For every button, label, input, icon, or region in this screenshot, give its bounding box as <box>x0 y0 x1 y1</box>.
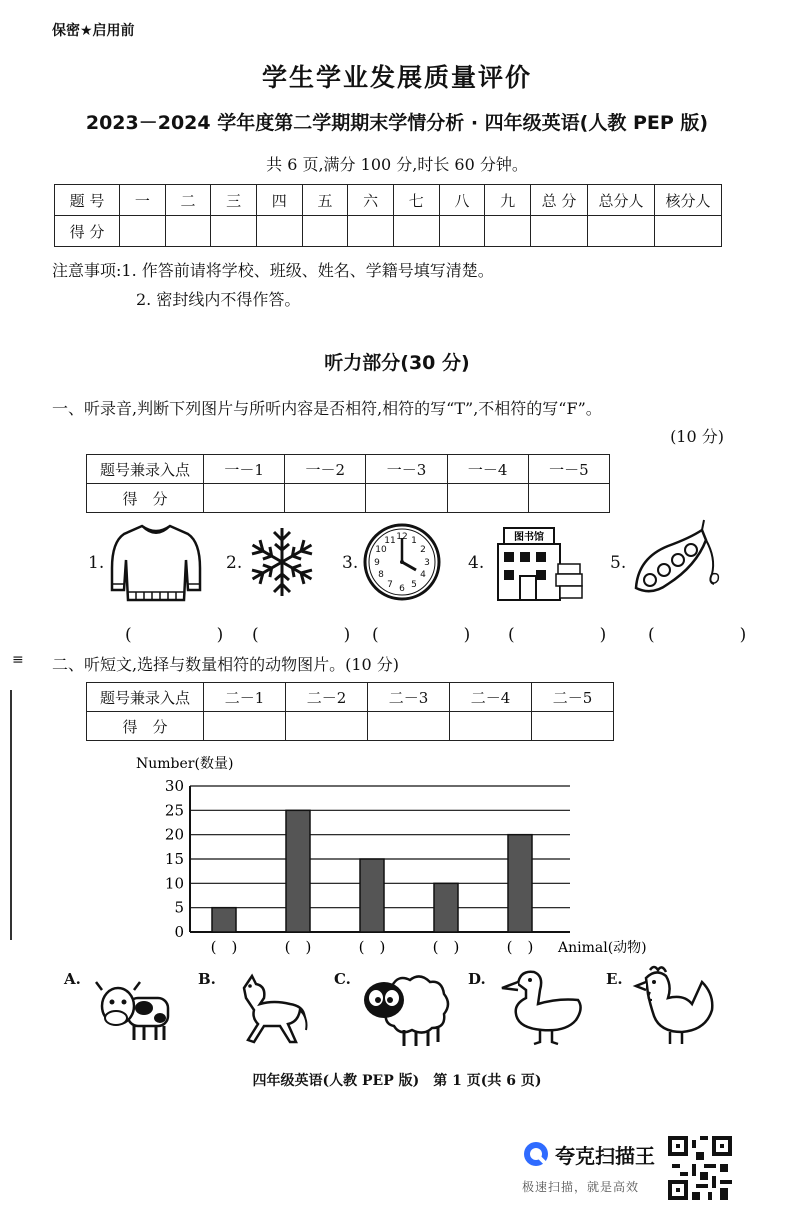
chart-y-tick-label: 0 <box>174 923 184 941</box>
answer-parenthesis[interactable]: ( ) <box>125 625 258 645</box>
library-icon <box>490 520 586 604</box>
score-input-cell[interactable] <box>256 216 302 247</box>
animal-count-bar-chart <box>120 750 680 960</box>
chart-y-axis-label: Number(数量) <box>136 756 234 772</box>
score-input-cell[interactable] <box>528 484 609 513</box>
chart-y-tick-label: 20 <box>164 825 184 844</box>
score-table-input-row <box>55 216 722 247</box>
chart-bar <box>434 883 458 932</box>
table-header-cell: 二－2 <box>286 683 368 712</box>
table-header-cell: 一－1 <box>204 455 285 484</box>
table-header-cell: 二－3 <box>368 683 450 712</box>
duck-icon[interactable] <box>496 964 588 1048</box>
qr-code-icon <box>668 1136 732 1200</box>
score-header-cell: 题 号 <box>55 185 120 216</box>
library-sign: 图书馆 <box>514 532 544 543</box>
cow-icon[interactable] <box>94 976 174 1046</box>
scanner-slogan: 极速扫描，就是高效 <box>522 1180 640 1194</box>
chart-y-tick-label: 10 <box>164 874 184 893</box>
table-header-cell: 一－5 <box>528 455 609 484</box>
chart-y-tick-label: 25 <box>164 801 184 820</box>
svg-text:9: 9 <box>374 558 380 568</box>
score-row-label: 得 分 <box>87 712 204 741</box>
score-header-cell: 总分人 <box>588 185 655 216</box>
section2-header-row <box>87 683 614 712</box>
svg-text:7: 7 <box>387 580 393 590</box>
sweater-icon <box>108 520 204 606</box>
notes-line-1: 注意事项:1. 作答前请将学校、班级、姓名、学籍号填写清楚。 <box>52 261 494 280</box>
score-input-cell[interactable] <box>532 712 614 741</box>
scanner-brand: 夸克扫描王 <box>555 1144 655 1168</box>
chart-category-answer[interactable]: ( ) <box>358 938 386 956</box>
picture-number: 1. <box>88 553 105 573</box>
svg-text:10: 10 <box>375 545 387 555</box>
score-input-cell[interactable] <box>165 216 211 247</box>
score-input-cell[interactable] <box>393 216 439 247</box>
score-header-cell: 二 <box>165 185 211 216</box>
svg-text:11: 11 <box>384 536 396 546</box>
section2-instruction: 二、听短文,选择与数量相符的动物图片。(10 分) <box>52 655 400 674</box>
picture-number: 2. <box>226 553 243 573</box>
option-label: A. <box>64 970 81 988</box>
score-input-cell[interactable] <box>531 216 588 247</box>
section2-score-row <box>87 712 614 741</box>
chart-category-answer[interactable]: ( ) <box>506 938 534 956</box>
score-input-cell[interactable] <box>204 484 285 513</box>
svg-text:8: 8 <box>378 570 384 580</box>
score-input-cell[interactable] <box>120 216 166 247</box>
option-label: B. <box>198 970 216 988</box>
score-header-cell: 八 <box>439 185 485 216</box>
horse-icon[interactable] <box>230 970 310 1050</box>
sheep-icon[interactable] <box>358 966 454 1050</box>
option-label: C. <box>334 970 351 988</box>
score-header-cell: 七 <box>393 185 439 216</box>
table-header-cell: 题号兼录入点 <box>87 683 204 712</box>
score-input-cell[interactable] <box>447 484 528 513</box>
score-header-cell: 四 <box>256 185 302 216</box>
score-row-label: 得 分 <box>87 484 204 513</box>
score-input-cell[interactable] <box>286 712 368 741</box>
score-table-header-row <box>55 185 722 216</box>
chart-bar <box>360 859 384 932</box>
hen-icon[interactable] <box>626 964 718 1048</box>
section1-header-row <box>87 455 610 484</box>
exam-info: 共 6 页,满分 100 分,时长 60 分钟。 <box>266 155 528 174</box>
peas-icon <box>628 518 724 606</box>
score-input-cell[interactable] <box>485 216 531 247</box>
chart-y-tick-label: 5 <box>174 898 184 917</box>
score-input-cell[interactable] <box>439 216 485 247</box>
chart-category-answer[interactable]: ( ) <box>210 938 238 956</box>
answer-parenthesis[interactable]: ( ) <box>648 625 781 645</box>
section1-answer-table <box>86 454 610 513</box>
table-header-cell: 一－2 <box>285 455 366 484</box>
quark-logo-icon <box>522 1140 550 1168</box>
svg-text:3: 3 <box>424 558 430 568</box>
table-header-cell: 二－5 <box>532 683 614 712</box>
page-footer: 四年级英语(人教 PEP 版) 第 1 页(共 6 页) <box>252 1073 542 1089</box>
score-header-cell: 六 <box>348 185 394 216</box>
score-header-cell: 三 <box>211 185 257 216</box>
score-header-cell: 九 <box>485 185 531 216</box>
picture-number: 5. <box>610 553 627 573</box>
answer-parenthesis[interactable]: ( ) <box>508 625 641 645</box>
table-header-cell: 二－1 <box>204 683 286 712</box>
svg-text:5: 5 <box>411 580 417 590</box>
score-table <box>54 184 722 247</box>
section1-score-row <box>87 484 610 513</box>
svg-text:2: 2 <box>420 545 426 555</box>
score-header-cell: 总 分 <box>531 185 588 216</box>
svg-text:12: 12 <box>396 532 408 542</box>
answer-parenthesis[interactable]: ( ) <box>252 625 385 645</box>
picture-number: 3. <box>342 553 359 573</box>
chart-bar <box>508 835 532 932</box>
chart-bar <box>286 810 310 932</box>
section2-answer-table <box>86 682 614 741</box>
score-input-cell[interactable] <box>285 484 366 513</box>
score-input-cell[interactable] <box>211 216 257 247</box>
exam-subtitle: 2023－2024 学年度第二学期期末学情分析 · 四年级英语(人教 PEP 版) <box>85 112 709 134</box>
option-label: D. <box>468 970 486 988</box>
section1-points: (10 分) <box>670 427 724 446</box>
listening-section-header: 听力部分(30 分) <box>324 352 470 374</box>
clock-icon <box>362 522 442 602</box>
answer-parenthesis[interactable]: ( ) <box>372 625 505 645</box>
score-header-cell: 五 <box>302 185 348 216</box>
binding-line-mark: ≡ <box>12 652 24 668</box>
score-input-cell[interactable] <box>302 216 348 247</box>
score-input-cell[interactable] <box>204 712 286 741</box>
chart-x-axis-label: Animal(动物) <box>558 940 647 956</box>
score-input-cell[interactable] <box>368 712 450 741</box>
binding-line <box>10 690 12 940</box>
score-header-cell: 一 <box>120 185 166 216</box>
score-input-cell[interactable] <box>450 712 532 741</box>
chart-category-answer[interactable]: ( ) <box>432 938 460 956</box>
notes-line-2: 2. 密封线内不得作答。 <box>136 290 301 309</box>
score-header-cell: 核分人 <box>655 185 722 216</box>
table-header-cell: 一－4 <box>447 455 528 484</box>
option-label: E. <box>606 970 623 988</box>
chart-bar <box>212 908 236 932</box>
score-input-cell[interactable] <box>655 216 722 247</box>
table-header-cell: 二－4 <box>450 683 532 712</box>
score-input-cell[interactable] <box>588 216 655 247</box>
score-input-cell[interactable] <box>348 216 394 247</box>
score-input-cell[interactable] <box>366 484 447 513</box>
svg-text:1: 1 <box>411 536 417 546</box>
confidential-label: 保密★启用前 <box>52 23 135 39</box>
picture-number: 4. <box>468 553 485 573</box>
chart-y-tick-label: 15 <box>164 850 184 868</box>
chart-category-answer[interactable]: ( ) <box>284 938 312 956</box>
svg-text:4: 4 <box>420 570 426 580</box>
page-title: 学生学业发展质量评价 <box>261 63 532 92</box>
svg-text:6: 6 <box>399 584 405 594</box>
chart-y-tick-label: 30 <box>164 777 184 795</box>
table-header-cell: 一－3 <box>366 455 447 484</box>
score-row-label: 得 分 <box>55 216 120 247</box>
table-header-cell: 题号兼录入点 <box>87 455 204 484</box>
snowflake-icon <box>244 524 320 600</box>
section1-instruction: 一、听录音,判断下列图片与所听内容是否相符,相符的写“T”,不相符的写“F”。 <box>52 399 602 418</box>
